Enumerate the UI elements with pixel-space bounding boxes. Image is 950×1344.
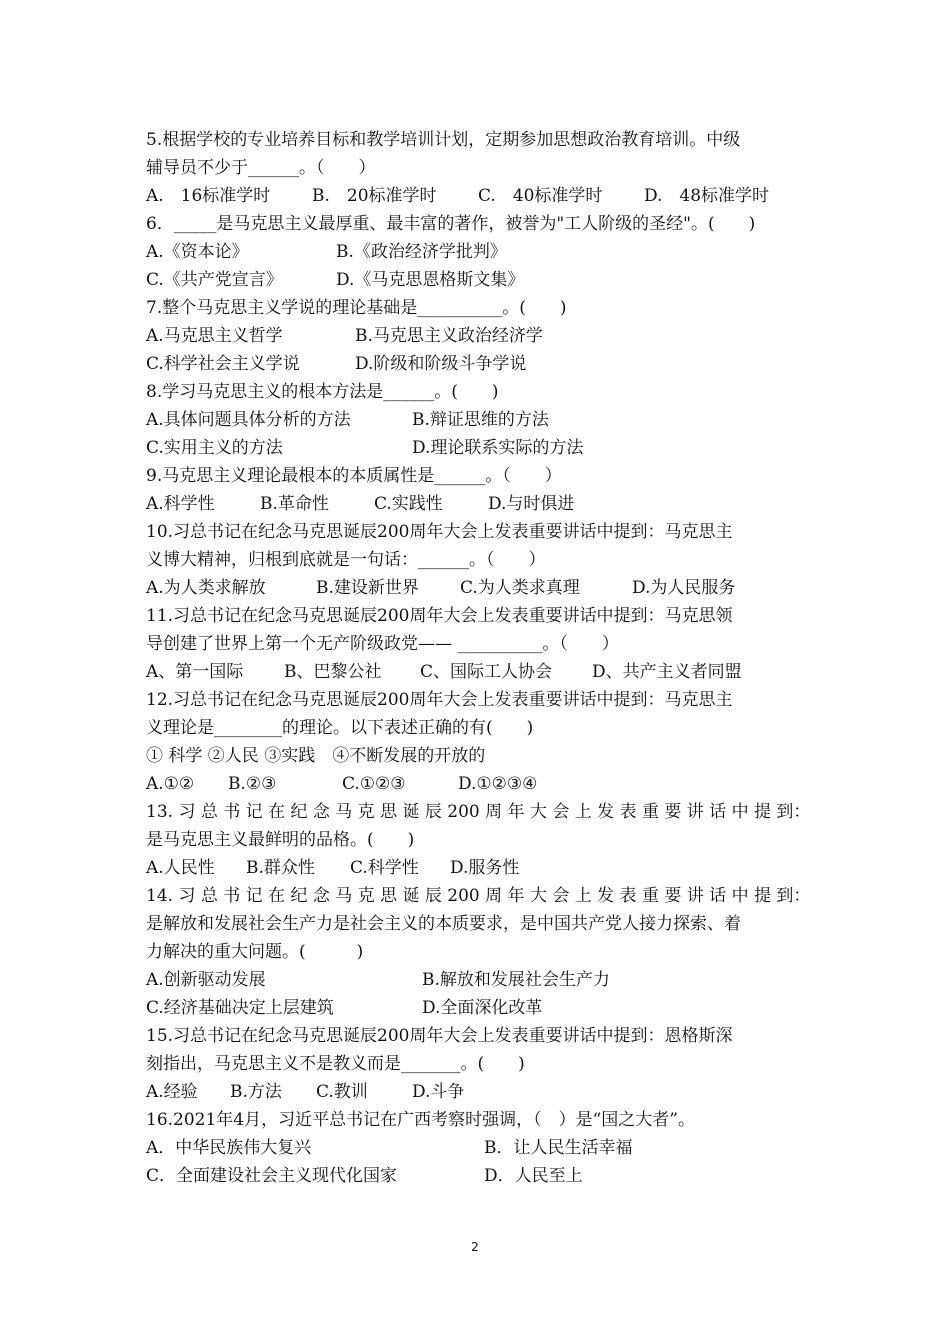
q11-options	[146, 658, 816, 686]
q8-stem-1: 8.学习马克思主义的根本方法是______。( )	[146, 382, 499, 402]
q8-option-b: B.辩证思维的方法	[412, 410, 549, 430]
q13-option-a: A.人民性	[146, 858, 215, 878]
q16-option-c: C．全面建设社会主义现代化国家	[146, 1166, 398, 1186]
q5-options	[146, 182, 816, 210]
q11-option-d: D、共产主义者同盟	[592, 662, 742, 682]
q7-option-a: A.马克思主义哲学	[146, 326, 283, 346]
q11-stem-1: 11.习总书记在纪念马克思诞辰200周年大会上发表重要讲话中提到：马克思领	[146, 606, 733, 626]
q14-option-d: D.全面深化改革	[422, 998, 543, 1018]
q16-option-b: B．让人民生活幸福	[484, 1138, 633, 1158]
q5-stem-2: 辅导员不少于______。（ ）	[146, 158, 376, 178]
q10-option-a: A.为人类求解放	[146, 578, 266, 598]
q15-option-d: D.斗争	[412, 1082, 465, 1102]
q12-option-b: B.②③	[228, 774, 277, 794]
q14-option-c: C.经济基础决定上层建筑	[146, 998, 334, 1018]
q7-option-c: C.科学社会主义学说	[146, 354, 300, 374]
q11-stem-2: 导创建了世界上第一个无产阶级政党—— __________。（ ）	[146, 634, 619, 654]
page-number: 2	[471, 1240, 479, 1254]
q16-option-a: A．中华民族伟大复兴	[146, 1138, 312, 1158]
q12-option-c: C.①②③	[342, 774, 406, 794]
q12-stem-3: ① 科学 ②人民 ③实践 ④不断发展的开放的	[146, 746, 486, 766]
q8-options-row2	[146, 434, 816, 462]
q6-option-b: B.《政治经济学批判》	[336, 242, 507, 262]
q5-stem-1: 5.根据学校的专业培养目标和教学培训计划，定期参加思想政治教育培训。中级	[146, 130, 741, 150]
q14-options-row2	[146, 994, 816, 1022]
q14-stem-1: 14. 习 总 书 记 在 纪 念 马 克 思 诞 辰 200 周 年 大 会 上 发 表 重 要 讲 话 中 提 到：	[146, 886, 811, 906]
q9-option-b: B.革命性	[260, 494, 329, 514]
q14-option-a: A.创新驱动发展	[146, 970, 266, 990]
q14-options-row1	[146, 966, 816, 994]
q12-option-d: D.①②③④	[458, 774, 538, 794]
q5-option-a: A. 16标准学时	[146, 186, 271, 206]
q10-option-d: D.为人民服务	[632, 578, 736, 598]
q9-option-a: A.科学性	[146, 494, 215, 514]
q7-options-row1	[146, 322, 816, 350]
q9-option-c: C.实践性	[374, 494, 443, 514]
q5-option-d: D. 48标准学时	[644, 186, 770, 206]
q7-options-row2	[146, 350, 816, 378]
q8-option-a: A.具体问题具体分析的方法	[146, 410, 351, 430]
q10-options	[146, 574, 816, 602]
q7-stem-1: 7.整个马克思主义学说的理论基础是__________。( )	[146, 298, 567, 318]
q14-option-b: B.解放和发展社会生产力	[422, 970, 610, 990]
q6-options-row2	[146, 266, 816, 294]
q10-stem-1: 10.习总书记在纪念马克思诞辰200周年大会上发表重要讲话中提到：马克思主	[146, 522, 733, 542]
q15-stem-2: 刻指出，马克思主义不是教义而是_______。( )	[146, 1054, 525, 1074]
q11-option-a: A、第一国际	[146, 662, 244, 682]
q14-stem-3: 力解决的重大问题。( )	[146, 942, 364, 962]
q15-stem-1: 15.习总书记在纪念马克思诞辰200周年大会上发表重要讲话中提到：恩格斯深	[146, 1026, 733, 1046]
q5-option-b: B. 20标准学时	[312, 186, 437, 206]
q6-stem-1: 6．_____是马克思主义最厚重、最丰富的著作，被誉为"工人阶级的圣经"。( )	[146, 214, 756, 234]
q10-stem-2: 义博大精神，归根到底就是一句话：______。（ ）	[146, 550, 546, 570]
q8-option-d: D.理论联系实际的方法	[412, 438, 584, 458]
q9-option-d: D.与时俱进	[488, 494, 575, 514]
q6-options-row1	[146, 238, 816, 266]
q7-option-d: D.阶级和阶级斗争学说	[355, 354, 527, 374]
q8-options-row1	[146, 406, 816, 434]
q12-stem-2: 义理论是________的理论。以下表述正确的有( )	[146, 718, 534, 738]
q5-option-c: C. 40标准学时	[478, 186, 603, 206]
q12-option-a: A.①②	[146, 774, 195, 794]
q15-option-c: C.教训	[316, 1082, 368, 1102]
q13-stem-1: 13. 习 总 书 记 在 纪 念 马 克 思 诞 辰 200 周 年 大 会 上 发 表 重 要 讲 话 中 提 到：	[146, 802, 811, 822]
q16-options-row2	[146, 1162, 816, 1190]
q11-option-b: B、巴黎公社	[284, 662, 382, 682]
q16-option-d: D．人民至上	[484, 1166, 583, 1186]
document-page	[146, 126, 816, 1190]
q9-options	[146, 490, 816, 518]
q16-options-row1	[146, 1134, 816, 1162]
q15-option-a: A.经验	[146, 1082, 198, 1102]
q8-option-c: C.实用主义的方法	[146, 438, 283, 458]
q15-option-b: B.方法	[230, 1082, 282, 1102]
q13-option-d: D.服务性	[450, 858, 520, 878]
q13-options	[146, 854, 816, 882]
q9-stem-1: 9.马克思主义理论最根本的本质属性是______。（ ）	[146, 466, 562, 486]
q6-option-a: A.《资本论》	[146, 242, 249, 262]
q10-option-b: B.建设新世界	[316, 578, 419, 598]
q7-option-b: B.马克思主义政治经济学	[355, 326, 543, 346]
q16-stem-1: 16.2021年4月，习近平总书记在广西考察时强调，（ ）是“国之大者”。	[146, 1110, 695, 1130]
q11-option-c: C、国际工人协会	[420, 662, 553, 682]
q12-stem-1: 12.习总书记在纪念马克思诞辰200周年大会上发表重要讲话中提到：马克思主	[146, 690, 733, 710]
q6-option-c: C.《共产党宣言》	[146, 270, 283, 290]
q12-options	[146, 770, 816, 798]
q14-stem-2: 是解放和发展社会生产力是社会主义的本质要求，是中国共产党人接力探索、着	[146, 914, 741, 934]
q13-option-c: C.科学性	[350, 858, 419, 878]
q15-options	[146, 1078, 816, 1106]
q6-option-d: D.《马克思恩格斯文集》	[336, 270, 525, 290]
q13-option-b: B.群众性	[246, 858, 315, 878]
q13-stem-2: 是马克思主义最鲜明的品格。( )	[146, 830, 415, 850]
q10-option-c: C.为人类求真理	[460, 578, 580, 598]
